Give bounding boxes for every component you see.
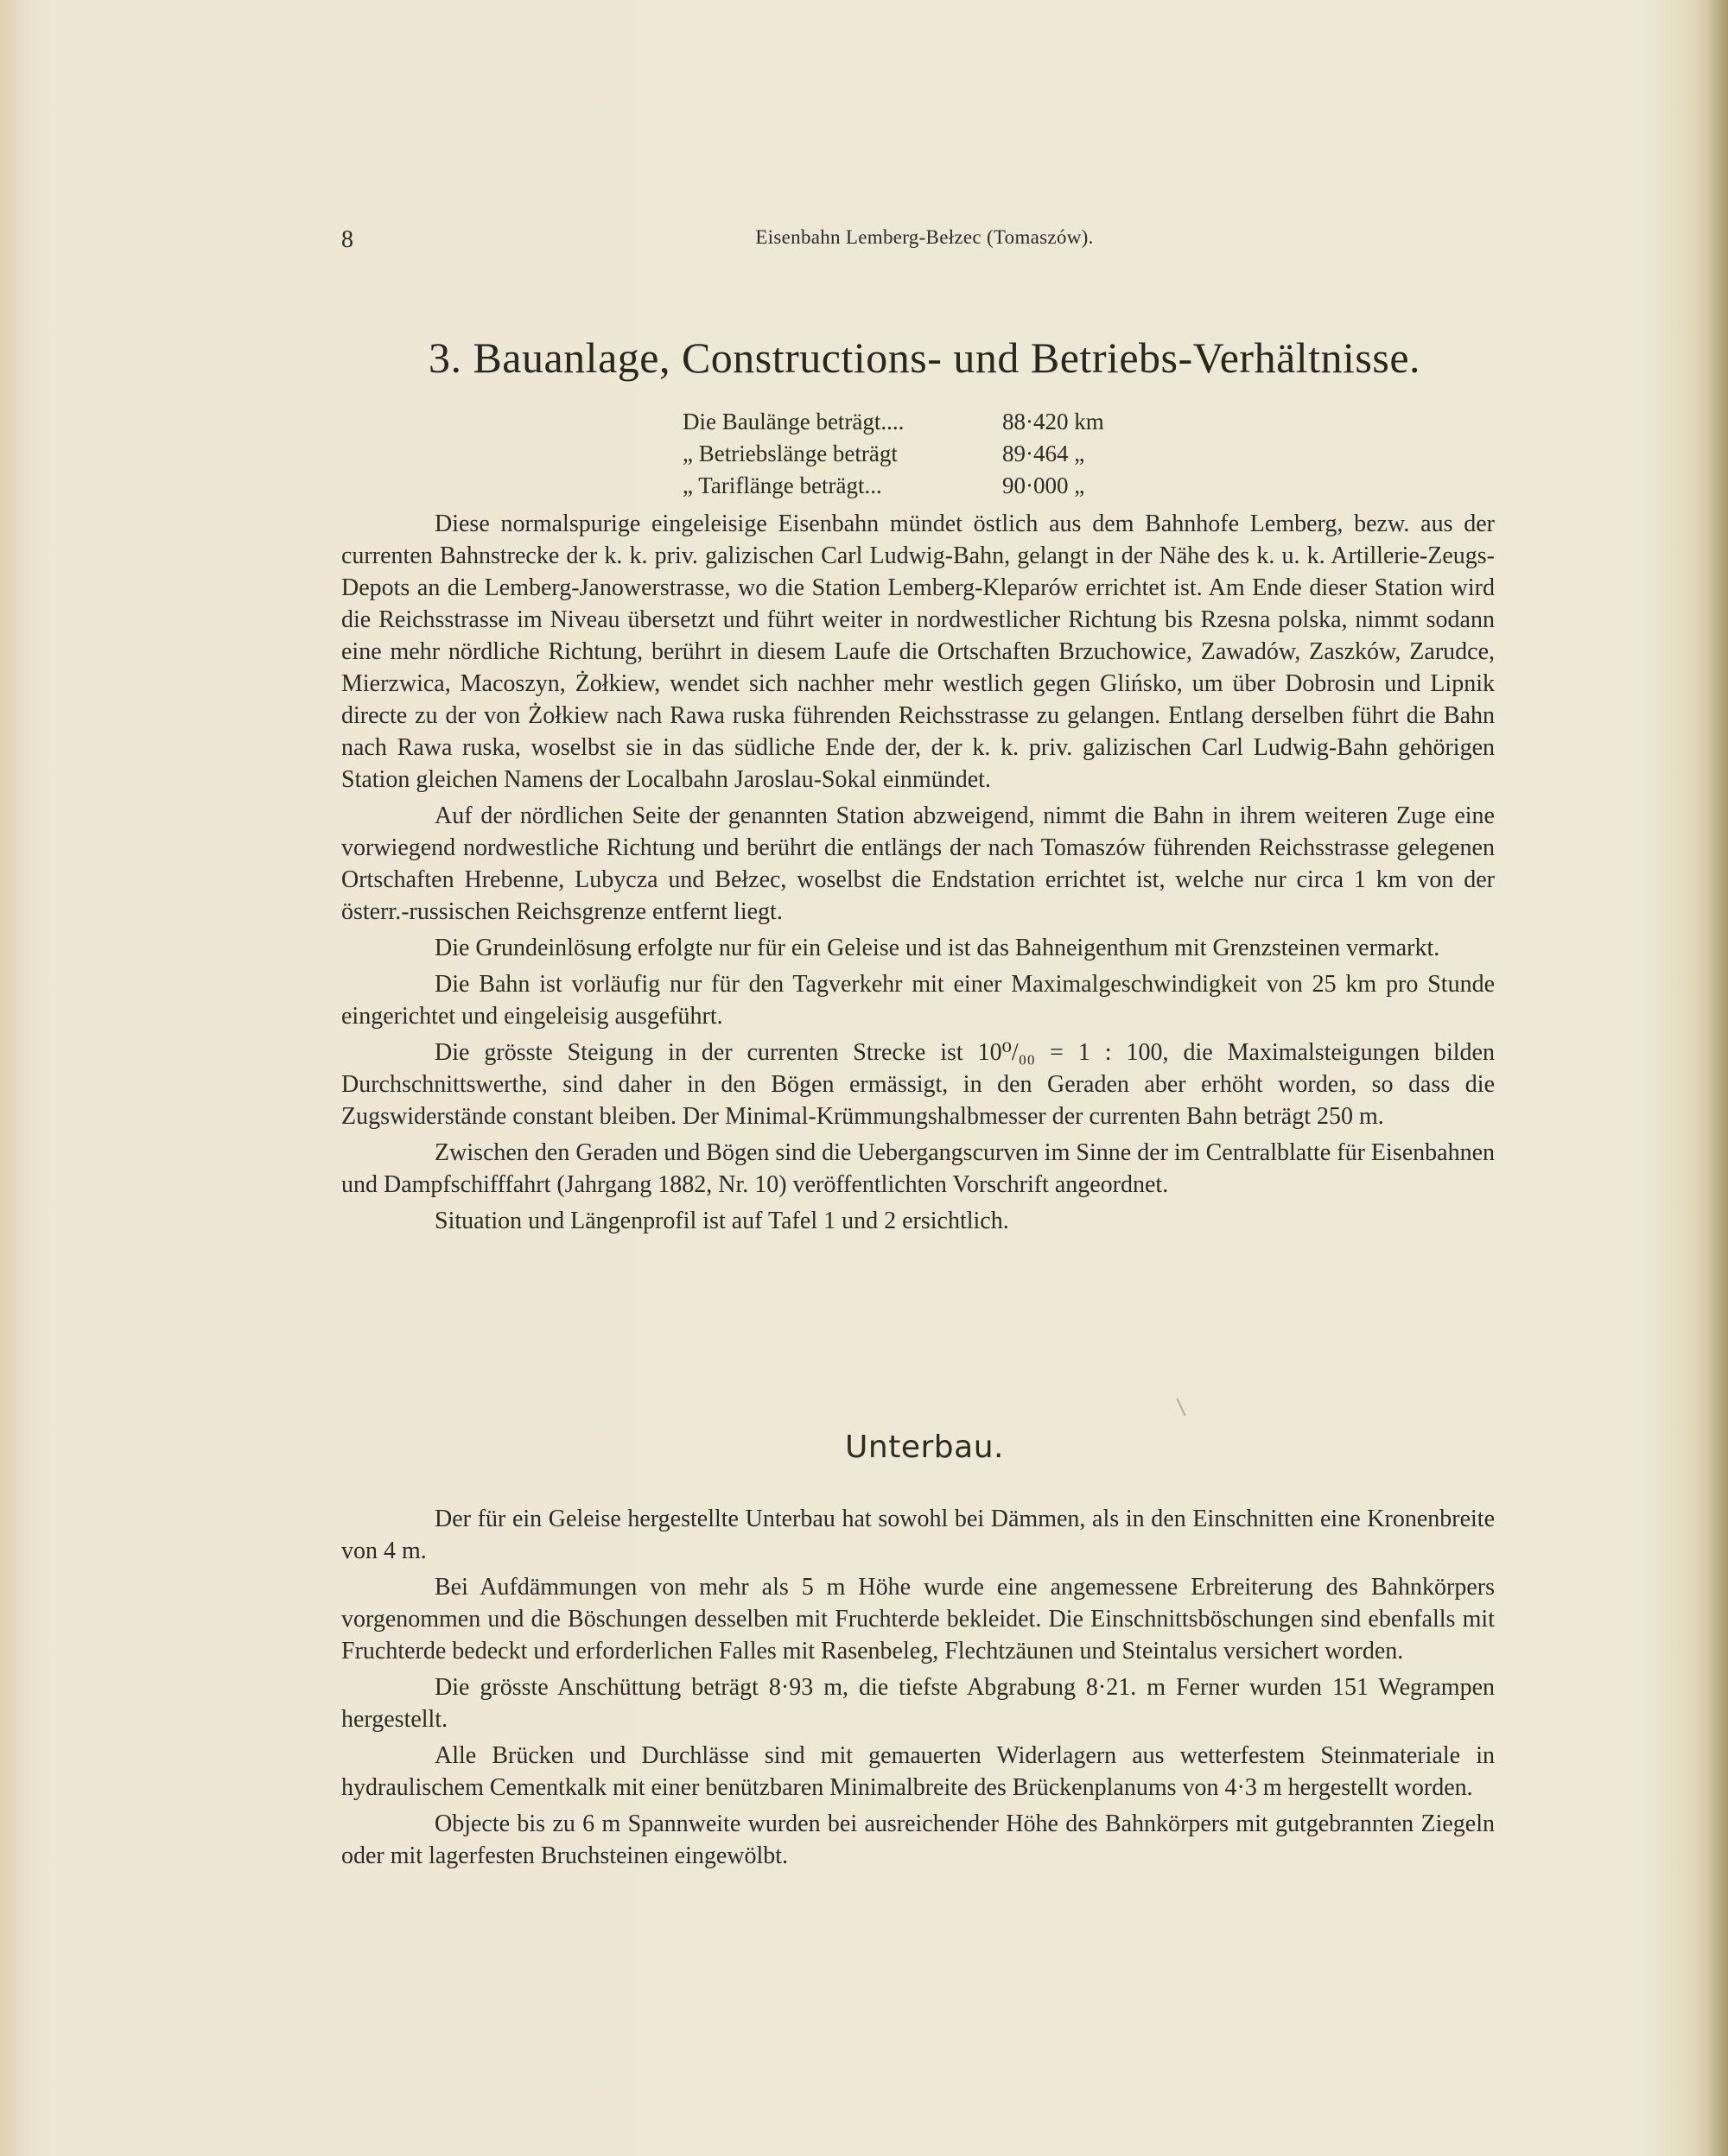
subsection-title: Unterbau. [845, 1430, 1004, 1465]
page-number: 8 [341, 226, 353, 253]
length-row [683, 470, 1287, 502]
paragraph: Zwischen den Geraden und Bögen sind die Uebergangscurven im Sinne der im Centralblatte für Eisenbahnen und Dampfschifffahrt (Jahrgang 1882, Nr. 10) veröffentlichten Vorschrift angeordnet. [341, 1139, 1495, 1198]
paragraph: Diese normalspurige eingeleisige Eisenbahn mündet östlich aus dem Bahnhofe Lemberg, bezw. aus der currenten Bahnstrecke der k. k. priv. galizischen Carl Ludwig-Bahn, gelangt in der Nähe des k. u. k. Artillerie-Zeugs-Depots an die Lemberg-Janowerstrasse, wo die Station Lemberg-Kleparów errichtet ist. Am Ende dieser Station wird die Reichsstrasse im Niveau übersetzt und führt weiter in nordwestlicher Richtung bis Rzesna polska, nimmt sodann eine mehr nördliche Richtung, berührt in diesem Laufe die Ortschaften Brzuchowice, Zawadów, Zaszków, Zarudce, Mierzwica, Macoszyn, Żołkiew, wendet sich nachher mehr westlich gegen Glińsko, um über Dobrosin und Lipnik directe zu der von Żołkiew nach Rawa ruska führenden Reichsstrasse zu gelangen. Entlang derselben führt die Bahn nach Rawa ruska, woselbst sie in das südliche Ende der, der k. k. priv. galizischen Carl Ludwig-Bahn gehörigen Station gleichen Namens der Localbahn Jaroslau-Sokal einmündet. [341, 510, 1495, 793]
body-text-bottom [341, 1503, 1495, 1876]
paragraph: Die grösste Steigung in der currenten Strecke ist 10⁰/₀₀ = 1 : 100, die Maximalsteigungen bilden Durchschnittswerthe, sind daher in den Bögen ermässigt, in den Geraden aber erhöht worden, so dass die Zugswiderstände constant bleiben. Der Minimal-Krümmungshalbmesser der currenten Bahn beträgt 250 m. [341, 1039, 1495, 1130]
paragraph: Objecte bis zu 6 m Spannweite wurden bei ausreichender Höhe des Bahnkörpers mit gutgebrannten Ziegeln oder mit lagerfesten Bruchsteinen eingewölbt. [341, 1810, 1495, 1869]
paragraph: Bei Aufdämmungen von mehr als 5 m Höhe wurde eine angemessene Erbreiterung des Bahnkörpers vorgenommen und die Böschungen desselben mit Fruchterde bekleidet. Die Einschnittsböschungen sind ebenfalls mit Fruchterde bedeckt und erforderlichen Falles mit Rasenbeleg, Flechtzäunen und Steintalus versichert worden. [341, 1574, 1495, 1665]
paper-speck [1176, 1398, 1185, 1417]
running-title: Eisenbahn Lemberg-Bełzec (Tomaszów). [755, 226, 1094, 248]
page-edge-right [1706, 0, 1728, 2156]
length-label: „ Tariflänge beträgt... [683, 472, 882, 498]
length-row [683, 406, 1287, 438]
length-label: Die Baulänge beträgt.... [683, 409, 905, 434]
length-value: 88·420 km [1002, 409, 1104, 434]
paragraph: Der für ein Geleise hergestellte Unterbau hat sowohl bei Dämmen, als in den Einschnitten eine Kronenbreite von 4 m. [341, 1506, 1495, 1564]
paragraph: Die Grundeinlösung erfolgte nur für ein Geleise und ist das Bahneigenthum mit Grenzsteinen vermarkt. [435, 935, 1440, 961]
running-header [341, 226, 1508, 261]
length-label: „ Betriebslänge beträgt [683, 441, 898, 466]
paragraph: Die Bahn ist vorläufig nur für den Tagverkehr mit einer Maximalgeschwindigkeit von 25 km pro Stunde eingerichtet und eingeleisig ausgeführt. [341, 971, 1495, 1030]
body-text-top [341, 508, 1495, 1241]
section-title: 3. Bauanlage, Constructions- und Betriebs-Verhältnisse. [428, 333, 1421, 382]
paragraph: Situation und Längenprofil ist auf Tafel 1 und 2 ersichtlich. [435, 1208, 1009, 1234]
length-row [683, 438, 1287, 470]
paragraph: Auf der nördlichen Seite der genannten Station abzweigend, nimmt die Bahn in ihrem weiteren Zuge eine vorwiegend nordwestliche Richtung und berührt die entlängs der nach Tomaszów führenden Reichsstrasse gelegenen Ortschaften Hrebenne, Lubycza und Bełzec, woselbst die Endstation errichtet ist, welche nur circa 1 km von der österr.-russischen Reichsgrenze entfernt liegt. [341, 802, 1495, 925]
paragraph: Die grösste Anschüttung beträgt 8·93 m, die tiefste Abgrabung 8·21. m Ferner wurden 151 Wegrampen hergestellt. [341, 1674, 1495, 1733]
paragraph: Alle Brücken und Durchlässe sind mit gemauerten Widerlagern aus wetterfestem Steinmateriale in hydraulischem Cementkalk mit einer benützbaren Minimalbreite des Brückenplanums von 4·3 m hergestellt worden. [341, 1742, 1495, 1801]
length-value: 89·464 „ [1002, 441, 1085, 466]
length-table [683, 406, 1287, 502]
page-gutter-left [0, 0, 29, 2156]
length-value: 90·000 „ [1002, 472, 1085, 498]
